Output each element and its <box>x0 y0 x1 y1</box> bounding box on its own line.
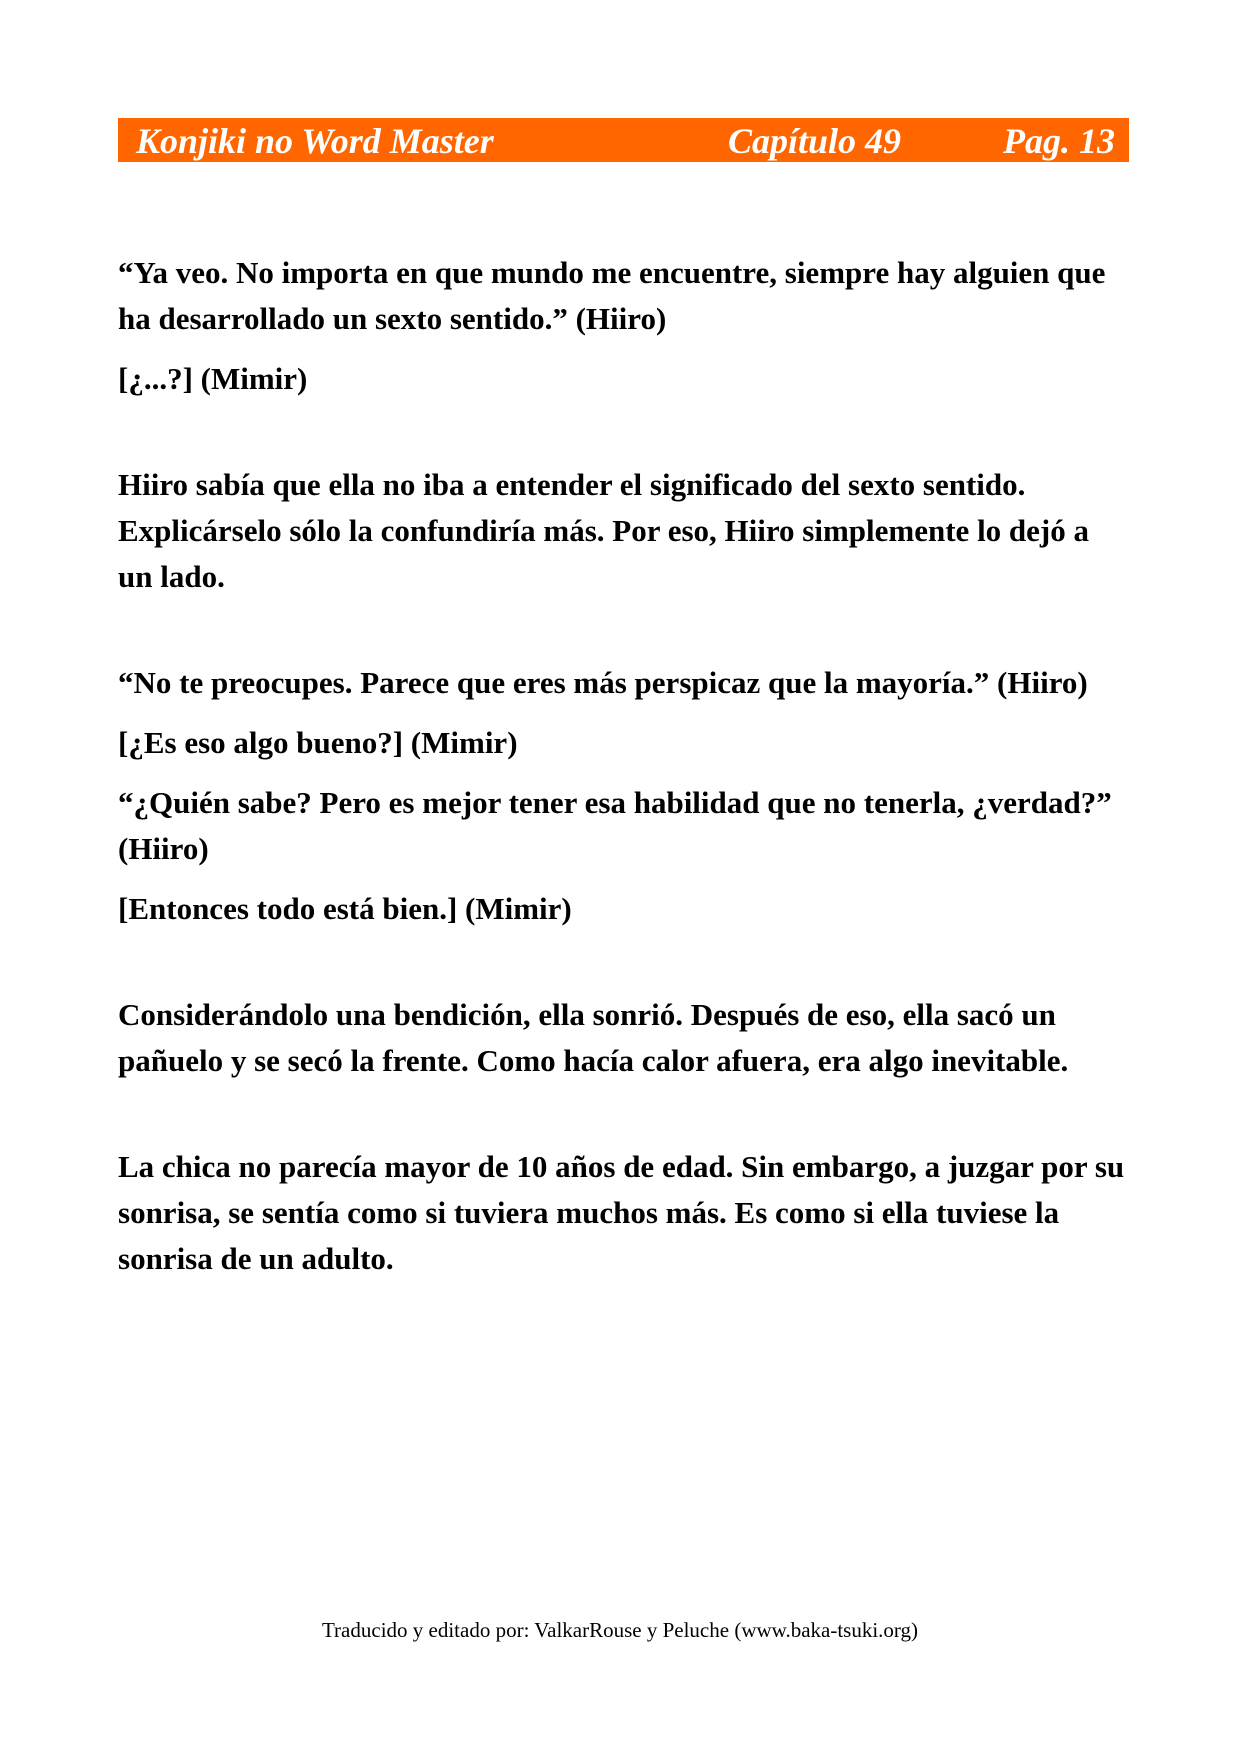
paragraph-3: Hiiro sabía que ella no iba a entender el significado del sexto sentido. Explicárselo sólo la confundiría más. Por eso, Hiiro simplemente lo dejó a un lado. <box>118 467 1090 594</box>
translator-credit: Traducido y editado por: ValkarRouse y Peluche (www.baka-tsuki.org) <box>321 1618 919 1642</box>
paragraph-2: [¿...?] (Mimir) <box>118 361 308 396</box>
page-number: Pag. 13 <box>1003 121 1115 161</box>
paragraph-7: [Entonces todo está bien.] (Mimir) <box>118 891 572 926</box>
paragraph-4: “No te preocupes. Parece que eres más perspicaz que la mayoría.” (Hiiro) <box>118 665 1088 700</box>
paragraph-5: [¿Es eso algo bueno?] (Mimir) <box>118 725 518 760</box>
paragraph-1: “Ya veo. No importa en que mundo me encuentre, siempre hay alguien que ha desarrollado un sexto sentido.” (Hiiro) <box>118 255 1106 336</box>
paragraph-8: Considerándolo una bendición, ella sonrió. Después de eso, ella sacó un pañuelo y se secó la frente. Como hacía calor afuera, era algo inevitable. <box>118 997 1069 1078</box>
paragraph-9: La chica no parecía mayor de 10 años de edad. Sin embargo, a juzgar por su sonrisa, se sentía como si tuviera muchos más. Es como si ella tuviese la sonrisa de un adulto. <box>118 1149 1125 1276</box>
chapter-label: Capítulo 49 <box>728 121 902 161</box>
page-body <box>118 250 1130 1282</box>
paragraph-6: “¿Quién sabe? Pero es mejor tener esa habilidad que no tenerla, ¿verdad?” (Hiiro) <box>118 785 1112 866</box>
page-header <box>118 118 1129 162</box>
book-title: Konjiki no Word Master <box>136 121 494 161</box>
